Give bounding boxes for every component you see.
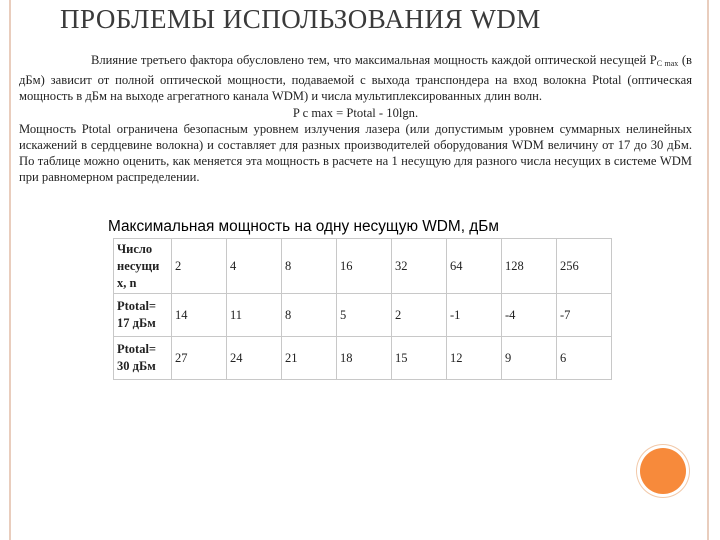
table-cell: 9 (502, 337, 557, 380)
table-row (114, 337, 612, 380)
decorative-circle (640, 448, 686, 494)
table-cell: -4 (502, 294, 557, 337)
paragraph-2: Мощность Ptotal ограничена безопасным уровнем излучения лазера (или допустимым уровнем суммарных нелинейных искажений в сердцевине волокна) и составляет для разных производителей оборудования WDM величину от 17 до 30 дБм. По таблице можно оценить, как меняется эта мощность в расчете на 1 несущую для разного числа несущих в системе WDM при равномерном распределении. (19, 121, 692, 185)
row-label-cell: Ptotal= 17 дБм (114, 294, 172, 337)
table-cell: 12 (447, 337, 502, 380)
table-cell: 8 (282, 294, 337, 337)
paragraph-1-part2: (в дБм) зависит от полной оптической мощности, подаваемой с выхода транспондера на вход волокна Ptotal (оптическая мощность в дБм на выходе агрегатного канала WDM) и числа мультиплексированных длин волн. (19, 53, 693, 104)
table-cell: 24 (227, 337, 282, 380)
table-cell: 5 (337, 294, 392, 337)
table-cell: 27 (172, 337, 227, 380)
header-cell: 64 (447, 239, 502, 294)
header-label-cell: Число несущи х, n (114, 239, 172, 294)
table-cell: -7 (557, 294, 612, 337)
header-cell: 128 (502, 239, 557, 294)
row-label-cell: Ptotal= 30 дБм (114, 337, 172, 380)
header-cell: 8 (282, 239, 337, 294)
body-text (19, 52, 692, 186)
table-cell: 2 (392, 294, 447, 337)
paragraph-1 (19, 52, 692, 105)
header-cell: 256 (557, 239, 612, 294)
paragraph-1-part1: Влияние третьего фактора обусловлено тем, что максимальная мощность каждой оптической несущей P (91, 53, 657, 67)
table-cell: 11 (227, 294, 282, 337)
header-cell: 16 (337, 239, 392, 294)
table-cell: 15 (392, 337, 447, 380)
formula: P c max = Ptotal - 10lgn. (292, 105, 419, 120)
table-header-row (114, 239, 612, 294)
table-cell: -1 (447, 294, 502, 337)
power-table (113, 238, 612, 380)
header-cell: 2 (172, 239, 227, 294)
table-cell: 21 (282, 337, 337, 380)
table-title: Максимальная мощность на одну несущую WDM, дБм (108, 218, 499, 235)
table-row (114, 294, 612, 337)
header-cell: 32 (392, 239, 447, 294)
paragraph-1-subscript: C max (656, 59, 679, 68)
slide-title: ПРОБЛЕМЫ ИСПОЛЬЗОВАНИЯ WDM (60, 4, 541, 34)
header-cell: 4 (227, 239, 282, 294)
table-cell: 14 (172, 294, 227, 337)
table-cell: 18 (337, 337, 392, 380)
table-cell: 6 (557, 337, 612, 380)
